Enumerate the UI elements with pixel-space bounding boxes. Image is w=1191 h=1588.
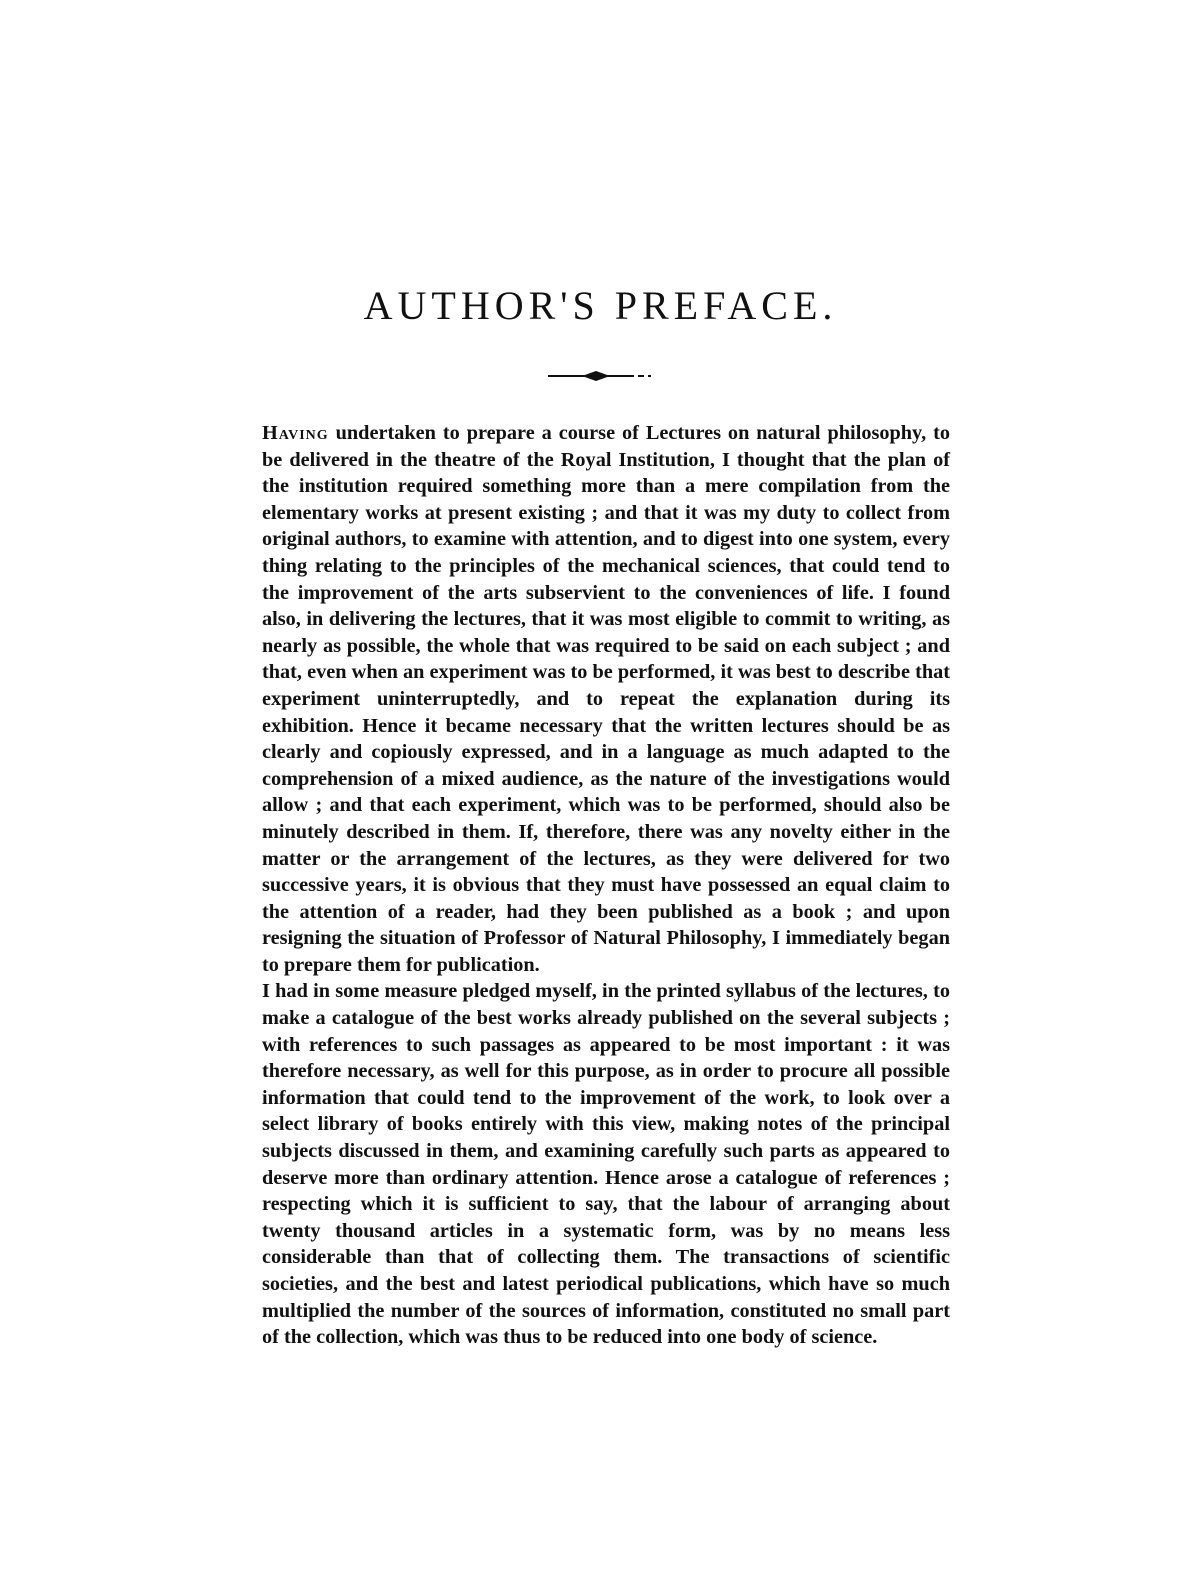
paragraph-1 — [262, 420, 950, 978]
preface-body — [262, 420, 950, 1351]
paragraph-1-lead-word: Having — [262, 422, 329, 444]
paragraph-2 — [262, 978, 950, 1350]
paragraph-2-text: I had in some measure pledged myself, in the printed syllabus of the lectures, to make a catalogue of the best works already published on the several subjects ; with references to such passages as appeared to be most important : it was therefore necessary, as well for this purpose, as in order to procure all possible information that could tend to the improvement of the work, to look over a select library of books entirely with this view, making notes of the principal subjects discussed in them, and examining carefully such parts as appeared to deserve more than ordinary attention. Hence arose a catalogue of references ; respecting which it is sufficient to say, that the labour of arranging about twenty thousand articles in a systematic form, was by no means less considerable than that of collecting them. The transactions of scientific societies, and the best and latest periodical publications, which have so much multiplied the number of the sources of information, constituted no small part of the collection, which was thus to be reduced into one body of science. — [262, 980, 950, 1349]
ornament-rule-icon — [548, 369, 652, 383]
paragraph-1-text: undertaken to prepare a course of Lectures on natural philosophy, to be delivered in the theatre of the Royal Institution, I thought that the plan of the institution required something more than a mere compilation from the elementary works at present existing ; and that it was my duty to collect from original authors, to examine with attention, and to digest into one system, every thing relating to the principles of the mechanical sciences, that could tend to the improvement of the arts subservient to the conveniences of life. I found also, in delivering the lectures, that it was most eligible to commit to writing, as nearly as possible, the whole that was required to be said on each subject ; and that, even when an experiment was to be performed, it was best to describe that experiment uninterruptedly, and to repeat the explanation during its exhibition. Hence it became necessary that the written lectures should be as clearly and copiously expressed, and in a language as much adapted to the comprehension of a mixed audience, as the nature of the investigations would allow ; and that each experiment, which was to be performed, should also be minutely described in them. If, therefore, there was any novelty either in the matter or the arrangement of the lectures, as they were delivered for two successive years, it is obvious that they must have possessed an equal claim to the attention of a reader, had they been published as a book ; and upon resigning the situation of Professor of Natural Philosophy, I immediately began to prepare them for publication. — [262, 422, 951, 976]
page-title: AUTHOR'S PREFACE. — [363, 283, 838, 328]
